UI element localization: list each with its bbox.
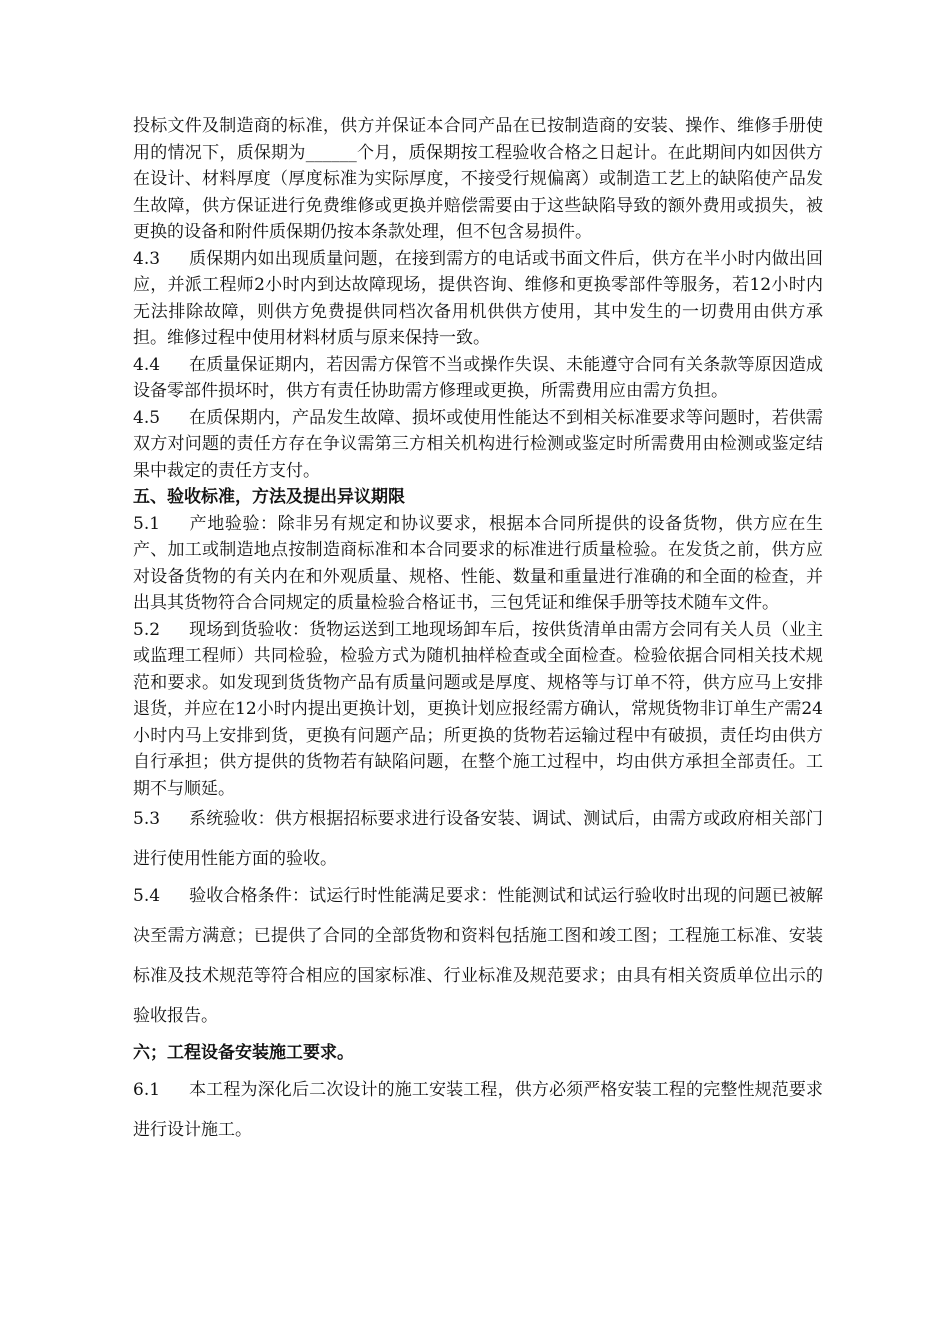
clause-text: 质保期内如出现质量问题，在接到需方的电话或书面文件后，供方在半小时内做出回应，并派工程师2小时内到达故障现场，提供咨询、维修和更换零部件等服务，若12小时内无法排除故障，则供方免费提供同档次备用机供供方使用，其中发生的一切费用由供方承担。维修过程中使用材料材质与原来保持一致。 — [133, 248, 823, 348]
clause-4-3 — [133, 246, 823, 352]
clause-number: 4.4 — [133, 354, 161, 375]
clause-number: 5.4 — [133, 886, 161, 906]
clause-text: 本工程为深化后二次设计的施工安装工程，供方必须严格安装工程的完整性规范要求进行设计施工。 — [133, 1080, 823, 1140]
clause-number: 4.5 — [133, 407, 161, 428]
section-heading-6: 六；工程设备安装施工要求。 — [133, 1043, 354, 1063]
intro-paragraph: 投标文件及制造商的标准，供方并保证本合同产品在已按制造商的安装、操作、维修手册使用的情况下，质保期为______个月，质保期按工程验收合格之日起计。在此期间内如因供方在设计、材料厚度（厚度标准为实际厚度，不接受行规偏离）或制造工艺上的缺陷使产品发生故障，供方保证进行免费维修或更换并赔偿需要由于这些缺陷导致的额外费用或损失，被更换的设备和附件质保期仍按本条款处理，但不包含易损件。 — [133, 116, 823, 242]
clause-number: 5.3 — [133, 809, 161, 829]
clause-text: 在质保期内，产品发生故障、损坏或使用性能达不到相关标准要求等问题时，若供需双方对问题的责任方存在争议需第三方相关机构进行检测或鉴定时所需费用由检测或鉴定结果中裁定的责任方支付。 — [133, 407, 823, 481]
clause-text: 验收合格条件：试运行时性能满足要求：性能测试和试运行验收时出现的问题已被解决至需方满意；已提供了合同的全部货物和资料包括施工图和竣工图；工程施工标准、安装标准及技术规范等符合相应的国家标准、行业标准及规范要求；由具有相关资质单位出示的验收报告。 — [133, 886, 823, 1026]
clause-text: 现场到货验收：货物运送到工地现场卸车后，按供货清单由需方会同有关人员（业主或监理工程师）共同检验，检验方式为随机抽样检查或全面检查。检验依据合同相关技术规范和要求。如发现到货货物产品有质量问题或是厚度、规格等与订单不符，供方应马上安排退货，并应在12小时内提出更换计划，更换计划应报经需方确认，常规货物非订单生产需24小时内马上安排到货，更换有问题产品；所更换的货物若运输过程中有破损，责任均由供方自行承担；供方提供的货物若有缺陷问题，在整个施工过程中，均由供方承担全部责任。工期不与顺延。 — [133, 619, 823, 799]
clause-4-5 — [133, 405, 823, 485]
clause-6-1 — [133, 1070, 823, 1150]
clause-5-4 — [133, 876, 823, 1036]
section-heading-5: 五、验收标准，方法及提出异议期限 — [133, 487, 405, 507]
clause-text: 系统验收：供方根据招标要求进行设备安装、调试、测试后，由需方或政府相关部门进行使用性能方面的验收。 — [133, 809, 823, 869]
clause-text: 产地验验：除非另有规定和协议要求，根据本合同所提供的设备货物，供方应在生产、加工或制造地点按制造商标准和本合同要求的标准进行质量检验。在发货之前，供方应对设备货物的有关内在和外观质量、规格、性能、数量和重量进行准确的和全面的检查，并出具其货物符合合同规定的质量检验合格证书，三包凭证和维保手册等技术随车文件。 — [133, 513, 823, 613]
document-page — [133, 113, 823, 1150]
clause-4-4 — [133, 352, 823, 405]
clause-5-2 — [133, 617, 823, 803]
clause-number: 4.3 — [133, 248, 161, 269]
clause-number: 6.1 — [133, 1080, 161, 1100]
clause-number: 5.1 — [133, 513, 161, 534]
clause-number: 5.2 — [133, 619, 161, 640]
clause-5-1 — [133, 511, 823, 617]
clause-text: 在质量保证期内，若因需方保管不当或操作失误、未能遵守合同有关条款等原因造成设备零部件损坏时，供方有责任协助需方修理或更换，所需费用应由需方负担。 — [133, 354, 823, 401]
clause-5-3 — [133, 799, 823, 879]
